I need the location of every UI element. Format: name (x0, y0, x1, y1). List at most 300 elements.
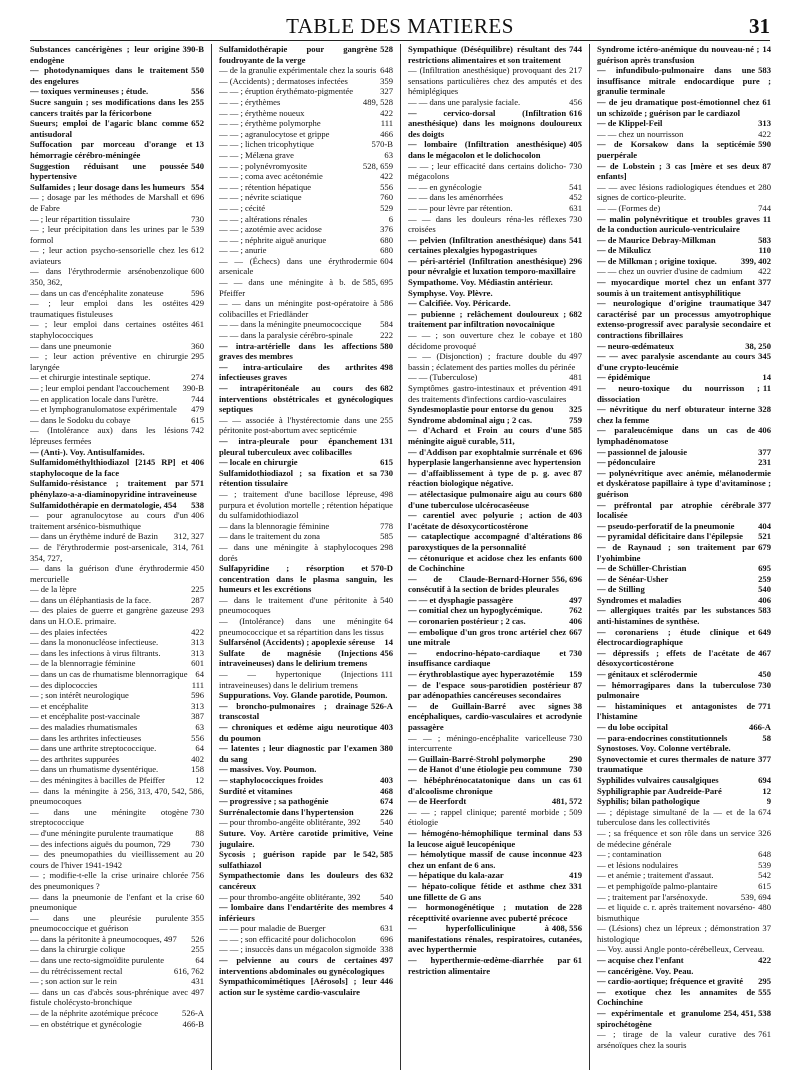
index-entry (408, 139, 582, 160)
index-entry (597, 203, 771, 214)
index-entry-text: — de l'érythrodermie post-arsenicale, 314, 354, 727, (30, 541, 189, 563)
index-entry-text: — ; tirage de la valeur curative des arsénoïques chez la souris (597, 1029, 756, 1050)
index-entry (597, 383, 771, 404)
index-entry-pages: 679 (758, 541, 771, 552)
index-entry-text: — — en gynécologie (408, 181, 482, 192)
index-entry (597, 976, 771, 987)
index-entry-pages: 111 (380, 118, 393, 129)
index-entry (219, 235, 393, 246)
index-entry-pages: 762 (569, 605, 582, 616)
index-entry-text: — ; leur action psycho-sensorielle chez les aviateurs (30, 245, 189, 266)
index-entry-text: — — chez un ouvrier d'usine de cadmium (597, 266, 743, 277)
index-entry-text: — — dans la méningite pneumococcique (219, 319, 362, 330)
index-entry (408, 764, 582, 775)
index-entry-text: — — ; rétention hépatique (219, 181, 312, 192)
index-entry-pages: 694 (758, 774, 771, 785)
index-entry-text: — coronarien postérieur ; 2 cas. (408, 616, 526, 627)
index-entry (219, 690, 393, 701)
index-entry-text: Sulfamidothérapie pour gangrène foudroyante de la verge (219, 44, 378, 65)
index-entry (408, 828, 582, 849)
index-entry-text: — et lymphogranulomatose expérimentale (30, 404, 177, 415)
index-entry-pages: 431 (191, 976, 204, 987)
index-entry-pages: 526-A (371, 700, 393, 711)
index-entry (597, 266, 771, 277)
index-entry-text: — dans la blennoragie féminine (219, 520, 330, 531)
index-entry-text: — des maladies rhumatismales (30, 722, 138, 732)
index-entry-pages: 64 (195, 743, 204, 754)
index-entry (408, 881, 582, 902)
index-entry (597, 214, 771, 235)
index-entry (30, 764, 204, 775)
index-entry-pages: 649 (758, 626, 771, 637)
index-entry-text: — (Accidents) ; dermatoses infectées (219, 75, 348, 86)
index-entry-pages: 680 (380, 234, 393, 245)
index-entry (30, 627, 204, 638)
index-entry-text: — embolique d'un gros tronc artériel chez une mitrale (408, 626, 567, 648)
index-entry-text: — dans un éléphantiasis de la face. (30, 594, 151, 605)
index-entry-pages: 540 (380, 891, 393, 902)
index-entry-pages: 466-A (749, 722, 771, 732)
index-entry-text: — lombaire dans l'endartérite des membres inférieurs (219, 902, 386, 923)
index-entry (219, 182, 393, 193)
index-entry-text: Sycosis ; guérison rapide par le sulfathiazol (219, 849, 360, 870)
column-divider (211, 44, 212, 1070)
index-entry-pages: 542 (758, 870, 771, 881)
index-entry (597, 425, 771, 446)
index-entry-pages: 287 (191, 594, 204, 605)
index-entry-pages: 131 (380, 435, 393, 446)
index-entry-text: — de la lèpre (30, 584, 77, 595)
index-entry (30, 690, 204, 701)
index-entry-text: — carentiel avec polyurie ; action de l'acétate de désoxycorticostérone (408, 510, 567, 531)
index-entry (408, 203, 582, 214)
index-entry-text: — — ; Mélæna grave (219, 149, 294, 160)
index-entry (408, 65, 582, 97)
index-entry (30, 775, 204, 786)
index-entry (408, 796, 582, 807)
index-entry (597, 595, 771, 606)
column-divider (400, 44, 401, 1070)
index-entry-pages: 331 (569, 880, 582, 891)
index-entry-text: — ; traitement d'une bacillose lépreuse, purpura et évolution mortelle ; rétention hépatique du sulfamidothiodiazol (219, 488, 393, 521)
index-entry-text: — — (Échecs) dans une érythrodermie arsenicale (219, 255, 378, 277)
index-entry-pages: 467 (758, 647, 771, 658)
index-entry (219, 902, 393, 923)
index-entry-text: — intra-pleurale pour épanchement pleural tuberculeux avec colibacilles (219, 435, 378, 457)
index-entry (219, 468, 393, 489)
index-entry (408, 235, 582, 256)
index-entry-text: Syphiligraphie par Audreïde-Paré (597, 785, 722, 796)
index-entry (597, 648, 771, 669)
index-entry-text: — ; leur précipitation dans les urines par le formol (30, 224, 189, 245)
index-entry (219, 256, 393, 277)
index-entry (597, 457, 771, 468)
index-entry-pages: 60 (195, 891, 204, 902)
index-entry-text: Symphyse. Voy. Plèvre. (408, 287, 493, 298)
index-entry-text: — dans un rhumatisme dysentérique. (30, 764, 159, 775)
index-entry-pages: 290 (569, 753, 582, 764)
index-entry-text: — intra-articulaire des arthrites infectieuses graves (219, 361, 378, 383)
index-entry (408, 754, 582, 765)
index-entry (219, 764, 393, 775)
index-entry (219, 669, 393, 690)
index-entry-pages: 360 (191, 340, 204, 351)
index-entry-text: Suggestion réduisant une poussée hypertensive (30, 160, 189, 182)
index-entry (30, 722, 204, 733)
index-entry (408, 425, 582, 446)
index-entry-pages: 87 (762, 160, 771, 171)
index-entry (597, 828, 771, 849)
index-entry-pages: 538 (191, 499, 204, 510)
index-entry-text: — dans une pleurésie purulente pneumococcique et guérison (30, 912, 189, 934)
index-entry-text: — cancérigène. Voy. Peau. (597, 965, 694, 976)
index-entry (30, 1019, 204, 1030)
index-entry-text: — — ; érythèmes (219, 96, 281, 107)
index-entry-pages: 632 (380, 870, 393, 881)
index-entry (30, 733, 204, 744)
index-entry-text: — — ; néphrite aiguë anurique (219, 234, 327, 245)
index-entry (219, 637, 393, 648)
index-entry-text: — staphylococciques froides (219, 774, 323, 785)
index-entry (30, 500, 204, 511)
index-entry-pages: 295 (191, 351, 204, 362)
index-entry (597, 129, 771, 140)
index-entry-text: — de Raynaud ; son traitement par l'yohimbine (597, 541, 756, 563)
index-column-3 (408, 44, 582, 1070)
index-entry (30, 966, 204, 977)
index-entry-text: — cétonurique et acidose chez les enfants de Cochinchine (408, 552, 567, 574)
index-entry-pages: 631 (569, 202, 582, 213)
index-entry-text: — dans le Sodoku du cobaye (30, 414, 131, 425)
index-entry (597, 807, 771, 828)
index-entry-text: — pelvien (Infiltration anesthésique) dans certaines plexalgies hypogastriques (408, 234, 567, 256)
index-entry (597, 892, 771, 903)
index-entry-text: — Calcifiée. Voy. Péricarde. (408, 298, 511, 309)
index-entry (597, 277, 771, 298)
index-entry-text: — de Guillain-Barré avec signes encéphaliques, cardio-vasculaires et acrodynie passagère (408, 700, 582, 732)
index-entry-pages: 526 (191, 933, 204, 944)
index-entry-pages: 615 (380, 457, 393, 468)
index-entry-pages: 497 (569, 594, 582, 605)
index-entry (408, 330, 582, 351)
index-entry-pages: 64 (195, 955, 204, 966)
index-entry-text: — — (Formes de) (597, 202, 661, 213)
index-entry (219, 934, 393, 945)
index-entry-pages: 313 (191, 647, 204, 658)
index-entry-pages: 497 (380, 955, 393, 966)
index-entry (408, 182, 582, 193)
index-entry (219, 563, 393, 595)
index-entry-text: — dans les arthrites infectieuses (30, 732, 142, 743)
index-entry (30, 913, 204, 934)
index-entry (408, 510, 582, 531)
index-entry-text: — hémorragipares dans la tuberculose pulmonaire (597, 679, 756, 701)
index-entry-text: — Guillain-Barré-Strohl polymorphe (408, 753, 546, 764)
index-entry (30, 457, 204, 478)
index-entry-pages: 359 (380, 75, 393, 86)
index-entry-text: — de Sénéar-Usher (597, 573, 669, 584)
index-entry-pages: 61 (573, 955, 582, 966)
index-entry-text: — — et dysphagie passagère (408, 594, 513, 605)
index-entry-text: — des plaies de guerre et gangrène gazeuse dans un H.O.E. primaire. (30, 605, 189, 627)
index-entry-pages: 596 (191, 690, 204, 701)
index-entry-text: — de Maurice Debray-Milkman (597, 234, 716, 245)
index-entry-text: — et encéphalite post-vaccinale (30, 711, 140, 722)
index-entry (597, 902, 771, 923)
index-entry-text: — ; leur action préventive en chirurgie laryngée (30, 351, 189, 372)
index-entry-pages: 422 (380, 107, 393, 118)
index-entry-pages: 590 (758, 139, 771, 150)
index-entry-pages: 64 (195, 669, 204, 680)
index-entry (597, 341, 771, 352)
index-entry-text: Surdité et vitamines (219, 785, 293, 796)
index-entry-text: — cardio-aortique; fréquence et gravité (597, 976, 744, 987)
index-entry-text: — ; leur emploi dans les ostéites traumatiques fistuleuses (30, 298, 189, 319)
index-entry-pages: 406 (191, 457, 204, 468)
index-entry-pages: 648 (758, 849, 771, 860)
index-entry (219, 436, 393, 457)
index-entry (30, 870, 204, 891)
index-entry-pages: 667 (569, 626, 582, 637)
index-entry (219, 245, 393, 256)
index-entry-text: — broncho-pulmonaires ; drainage transcostal (219, 700, 369, 722)
index-entry-pages: 540 (380, 817, 393, 828)
index-entry (30, 849, 204, 870)
index-entry (30, 807, 204, 828)
index-entry-text: — intra-artérielle dans les affections graves des membres (219, 340, 378, 362)
index-entry-pages: 14 (762, 44, 771, 54)
index-entry (597, 97, 771, 118)
index-entry-pages: 53 (573, 827, 582, 838)
index-entry-pages: 259 (758, 573, 771, 584)
index-entry-text: — — avec lésions radiologiques étendues et signes de cortico-pleurite. (597, 181, 756, 203)
index-entry (30, 319, 204, 340)
index-entry (597, 256, 771, 267)
index-entry-text: — des arthrites suppurées (30, 753, 120, 764)
index-entry-text: — latentes ; leur diagnostic par l'examen du sang (219, 743, 378, 764)
index-column-2 (219, 44, 393, 1070)
index-entry-text: — — ; insuccès dans un mégacolon sigmoïde (219, 944, 377, 955)
index-entry (219, 86, 393, 97)
index-entry-text: — — ; érythème polymorphe (219, 118, 321, 129)
index-entry-pages: 295 (758, 976, 771, 987)
index-entry (30, 425, 204, 446)
index-entry-pages: 446 (380, 976, 393, 987)
index-entry-pages: 759 (569, 414, 582, 425)
index-entry-text: — hémogéno-hémophilique terminal dans la leucose aiguë leucopénique (408, 827, 571, 849)
index-entry-text: Syphilis; bilan pathologique (597, 796, 700, 807)
index-entry-text: — — dans les douleurs réna-les réflexes croisées (408, 213, 567, 235)
index-entry-pages: 405 (569, 139, 582, 150)
index-entry-pages: 583 (758, 65, 771, 76)
index-entry (219, 892, 393, 903)
index-entry (597, 987, 771, 1008)
index-entry (597, 1029, 771, 1050)
index-entry-text: — (Intolérance) dans une méningite pneumococcique et sa répartition dans les tissus (219, 616, 384, 637)
index-entry-pages: 355 (191, 912, 204, 923)
index-entry-pages: 616 (569, 107, 582, 118)
index-entry (408, 870, 582, 881)
index-entry (408, 161, 582, 182)
index-entry-text: — d'Achard et Froin au cours d'une méningite aiguë curable, 511, (408, 425, 567, 446)
index-entry-pages: 86 (573, 531, 582, 542)
index-entry-text: — pseudo-perforatif de la pneumonie (597, 520, 735, 531)
index-entry (597, 944, 771, 955)
index-entry-text: — dans le traitement du zona (219, 531, 320, 542)
index-entry (219, 807, 393, 818)
index-entry-text: Synovectomie et cures thermales de nature traumatique (597, 753, 756, 775)
index-entry (219, 616, 393, 637)
index-entry-text: — d'affaiblissement à type de p. g. avec réaction biologique négative. (408, 467, 571, 489)
index-entry-text: — coronariens ; étude clinique et électrocardiographique (597, 626, 756, 648)
index-entry-pages: 450 (191, 563, 204, 574)
index-entry (30, 478, 204, 499)
index-entry-pages: 327 (380, 86, 393, 97)
index-entry-pages: 387 (191, 711, 204, 722)
index-entry-pages: 402 (191, 753, 204, 764)
index-entry (30, 182, 204, 193)
column-divider (589, 44, 590, 1070)
index-entry-text: — des diplococcies (30, 679, 98, 690)
index-entry-text: — (Infiltration anesthésique) provoquant des sensations particulières chez des amputés et des hémiplégiques (408, 65, 582, 97)
index-entry-text: — dans un érythème induré de Bazin (30, 531, 158, 542)
index-entry-text: — — ; leur efficacité dans certains dolicho-mégacolons (408, 160, 567, 182)
index-entry-pages: 556, 696 (551, 573, 582, 584)
index-entry-pages: 760 (380, 192, 393, 203)
index-entry-text: — dans un cas d'abcès sous-phrénique avec fistule cholécysto-bronchique (30, 986, 189, 1008)
index-entry-text: — dans les infections à virus filtrants. (30, 647, 161, 658)
index-entry-pages: 616, 762 (173, 965, 204, 976)
index-entry-text: — polynévritique avec anémie, mélanodermie et dyskératose papillaire à type d'avitaminose ; guérison (597, 467, 771, 499)
index-entry (30, 118, 204, 139)
index-entry (219, 224, 393, 235)
index-entry-pages: 730 (569, 213, 582, 224)
index-entry-text: — locale en chirurgie (219, 457, 298, 468)
index-entry-pages: 255 (191, 944, 204, 955)
index-entry-pages: 403 (569, 510, 582, 521)
index-entry-text: — — ; méningo-encéphalite varicelleuse intercurrente (408, 732, 567, 754)
index-entry-text: Synostoses. Voy. Colonne vertébrale. (597, 743, 731, 754)
index-entry-pages: 648 (380, 65, 393, 76)
index-entry (408, 955, 582, 976)
index-entry-pages: 498 (380, 488, 393, 499)
index-entry (219, 976, 393, 997)
index-entry-pages: 631 (380, 923, 393, 934)
index-entry-pages: 408, 556 (551, 923, 582, 934)
index-entry-text: — chroniques et œdème aigu neurotique du poumon (219, 722, 378, 743)
index-entry (597, 468, 771, 500)
index-entry (408, 648, 582, 669)
index-entry-text: — exotique chez les annamites de Cochinchine (597, 986, 756, 1008)
index-entry-text: — para-endocrines constitutionnels (597, 732, 728, 743)
index-entry (219, 775, 393, 786)
index-entry-pages: 744 (569, 44, 582, 54)
index-entry-text: Sympathectomie dans les douleurs des cancéreux (219, 870, 378, 891)
index-entry-pages: 696 (191, 192, 204, 203)
index-entry-pages: 555 (758, 986, 771, 997)
index-entry-pages: 296 (569, 255, 582, 266)
index-entry (219, 362, 393, 383)
index-entry-pages: 491 (569, 383, 582, 393)
index-entry (408, 351, 582, 372)
index-entry-pages: 11 (762, 213, 771, 224)
index-entry-pages: 554 (191, 181, 204, 192)
index-entry-pages: 298 (380, 541, 393, 552)
index-entry-pages: 338 (380, 944, 393, 955)
index-entry-text: — d'une méningite purulente traumatique (30, 827, 174, 838)
index-entry-pages: 466-B (182, 1018, 204, 1029)
index-entry-pages: 596 (191, 287, 204, 298)
index-entry (219, 701, 393, 722)
index-entry-text: — photodynamiques dans le traitement des engelures (30, 65, 189, 86)
index-entry-pages: 695 (758, 563, 771, 574)
index-entry-text: — en obstétrique et gynécologie (30, 1018, 142, 1029)
index-entry-text: — ; contamination (597, 849, 662, 860)
index-entry-text: — toxiques vermineuses ; étude. (30, 86, 149, 97)
index-entry-pages: 222 (380, 330, 393, 341)
index-entry-pages: 217 (569, 65, 582, 76)
index-entry-pages: 87 (573, 679, 582, 690)
index-entry-pages: 521 (758, 531, 771, 542)
index-entry (30, 605, 204, 626)
index-entry-pages: 771 (758, 700, 771, 711)
index-entry-text: — ; dépistage simultané de la — et de la tuberculose dans les collectivités (597, 806, 756, 828)
index-entry-text: — de Korsakow dans la septicémie puerpérale (597, 139, 756, 160)
index-entry-pages: 539, 694 (740, 891, 771, 902)
index-entry-pages: 422 (380, 171, 393, 182)
index-entry (597, 404, 771, 425)
index-entry-pages: 652 (191, 118, 204, 129)
index-entry (30, 447, 204, 458)
index-entry-pages: 403 (380, 722, 393, 732)
index-entry (597, 870, 771, 881)
index-entry-text: — pubienne ; relâchement douloureux ; traitement par infiltration novocaïnique (408, 308, 567, 330)
index-entry-pages: 481 (569, 372, 582, 383)
index-entry-pages: 422 (758, 128, 771, 139)
index-entry-pages: 226 (380, 806, 393, 817)
index-entry-pages: 529 (380, 202, 393, 213)
index-entry-text: — ; leur répartition tissulaire (30, 213, 130, 224)
index-entry-pages: 600 (191, 266, 204, 277)
index-entry-pages: 159 (569, 669, 582, 680)
index-entry (597, 531, 771, 542)
index-entry-text: — dans l'érythrodermie arsénobenzolique 350, 362, (30, 266, 189, 288)
index-entry (597, 849, 771, 860)
index-entry-text: — progressive ; sa pathogénie (219, 796, 329, 807)
index-entry-pages: 61 (573, 774, 582, 785)
index-entry (408, 468, 582, 489)
page-title: TABLE DES MATIERES (286, 14, 514, 38)
index-entry-text: Sulfarsénol (Accidents) ; apoplexie séreuse (219, 637, 375, 648)
index-entry (219, 542, 393, 563)
index-entry-text: — comitial chez un hypoglycémique. (408, 605, 543, 616)
index-entry (30, 658, 204, 669)
index-entry (30, 786, 204, 807)
index-entry-text: — cervico-dorsal (Infiltration anesthésique) dans les moignons douloureux des doigts (408, 107, 582, 139)
index-entry-text: — des plaies infectées (30, 626, 108, 637)
index-entry-pages: 255 (380, 414, 393, 425)
index-entry-pages: 377 (758, 753, 771, 764)
index-entry (597, 722, 771, 733)
index-entry (597, 298, 771, 340)
index-entry (30, 510, 204, 531)
index-entry (408, 616, 582, 627)
index-entry-pages: 466 (380, 128, 393, 139)
index-entry-text: Suppurations. Voy. Glande parotide, Poumon. (219, 690, 388, 701)
index-entry-pages: 313 (191, 700, 204, 711)
index-entry-text: — passionnel de jalousie (597, 446, 688, 457)
index-entry (30, 637, 204, 648)
